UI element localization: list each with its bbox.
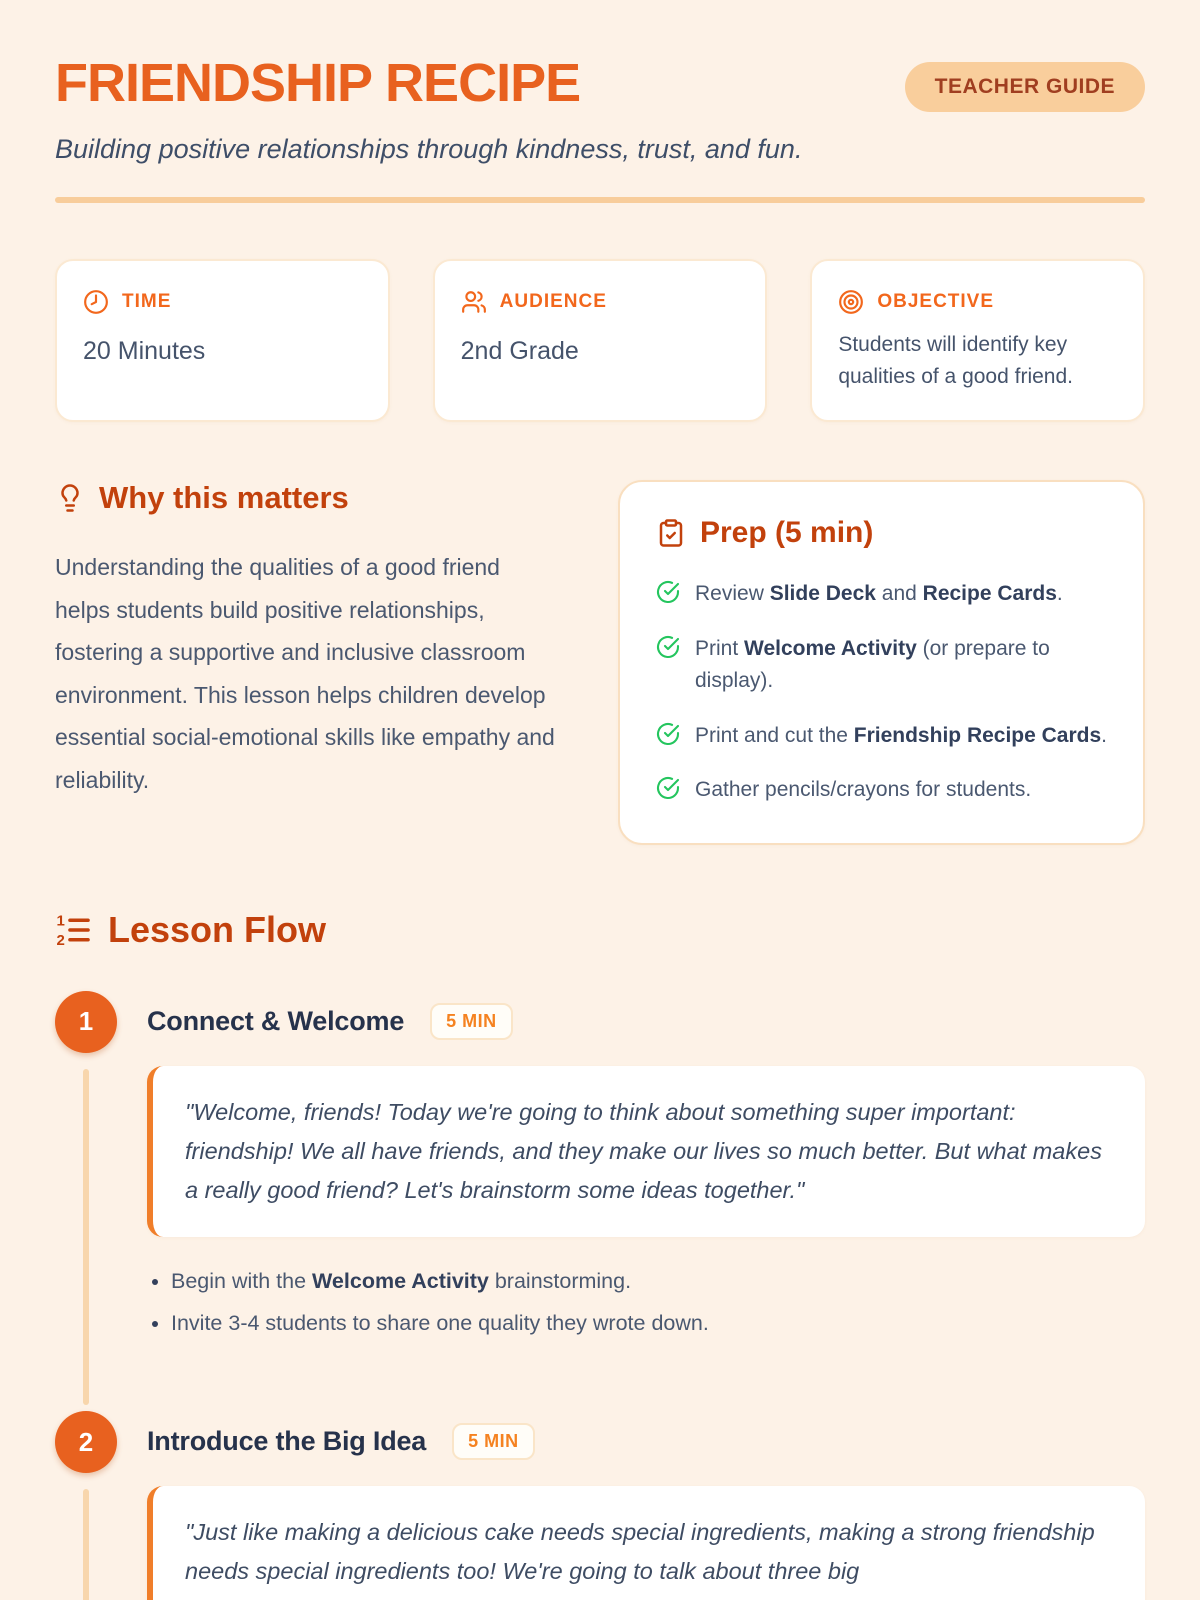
- info-card-objective-header: [838, 289, 1117, 315]
- step-1-script-quote: "Welcome, friends! Today we're going to think about something super important: friendship! We all have friends, and they make our lives so much better. But what makes a really good friend? Let's brainstorm some ideas together.": [147, 1066, 1145, 1237]
- info-card-time-value: 20 Minutes: [83, 337, 206, 365]
- prep-item-text: Gather pencils/crayons for students.: [695, 778, 1032, 802]
- info-card-row: [55, 259, 1145, 422]
- step-1-title: Connect & Welcome: [147, 1005, 405, 1036]
- svg-text:2: 2: [56, 931, 65, 948]
- info-card-time-label: TIME: [122, 291, 172, 312]
- prep-item-text: Print Welcome Activity (or prepare to display).: [695, 636, 1050, 693]
- step-2-script-quote: "Just like making a delicious cake needs special ingredients, making a strong friendship needs special ingredients too! We're going to talk about three big: [147, 1486, 1145, 1600]
- info-card-objective-value: Students will identify key qualities of a good friend.: [838, 333, 1073, 388]
- step-2-duration-badge: 5 MIN: [452, 1423, 535, 1460]
- lesson-flow-steps: [55, 991, 1145, 1600]
- step-2-number-badge: 2: [55, 1411, 117, 1473]
- teacher-guide-badge: TEACHER GUIDE: [905, 62, 1145, 112]
- step-1-number-badge: 1: [55, 991, 117, 1053]
- prep-item: [656, 774, 1109, 807]
- timeline-connector: [83, 1069, 89, 1406]
- lesson-step-1: [55, 991, 1145, 1412]
- check-circle-icon: [656, 776, 680, 807]
- bullet-item: • Invite 3-4 students to share one quality they wrote down.: [171, 1307, 1145, 1339]
- info-card-objective: [810, 259, 1145, 422]
- step-2-header: [147, 1423, 1145, 1460]
- page-title: FRIENDSHIP RECIPE: [55, 53, 581, 113]
- header: [55, 53, 1145, 113]
- why-and-prep-section: [55, 480, 1145, 845]
- step-1-bullet-list: [147, 1265, 1145, 1340]
- info-card-time-header: [83, 289, 362, 315]
- prep-title: Prep (5 min): [700, 516, 874, 549]
- info-card-audience-label: AUDIENCE: [499, 291, 607, 312]
- users-icon: [461, 289, 487, 315]
- check-circle-icon: [656, 580, 680, 611]
- bullet-item: • Begin with the Welcome Activity brainstorming.: [171, 1265, 1145, 1297]
- info-card-time: [55, 259, 390, 422]
- info-card-audience-value: 2nd Grade: [460, 337, 579, 365]
- prep-item-text: Review Slide Deck and Recipe Cards.: [695, 582, 1063, 605]
- prep-item: [656, 633, 1109, 698]
- header-divider: [55, 197, 1145, 203]
- timeline-connector: [83, 1489, 89, 1600]
- clock-icon: [83, 289, 109, 315]
- page-subtitle: Building positive relationships through kindness, trust, and fun.: [55, 134, 803, 164]
- prep-header: [656, 516, 1109, 550]
- svg-text:1: 1: [56, 912, 65, 930]
- prep-card: [618, 480, 1145, 845]
- lightbulb-icon: [55, 483, 85, 513]
- prep-item: [656, 720, 1109, 753]
- clipboard-check-icon: [656, 518, 686, 548]
- info-card-audience-header: [461, 289, 740, 315]
- info-card-audience: [433, 259, 768, 422]
- lesson-step-2: [55, 1411, 1145, 1600]
- step-1-header: [147, 1003, 1145, 1040]
- prep-item: [656, 578, 1109, 611]
- step-1-rail: [55, 991, 117, 1412]
- step-2-rail: [55, 1411, 117, 1600]
- why-this-matters-title: Why this matters: [99, 480, 349, 515]
- lesson-flow-header: [55, 909, 1145, 951]
- why-this-matters-section: [55, 480, 560, 801]
- prep-item-text: Print and cut the Friendship Recipe Cards.: [695, 723, 1108, 747]
- prep-checklist: [656, 578, 1109, 807]
- lesson-flow-title: Lesson Flow: [108, 908, 327, 950]
- why-this-matters-header: [55, 480, 560, 516]
- check-circle-icon: [656, 635, 680, 698]
- why-this-matters-body: Understanding the qualities of a good friend helps students build positive relationships, fostering a supportive and inclusive classroom environment. This lesson helps children develop essential social-emotional skills like empathy and reliability.: [55, 554, 555, 793]
- step-2-title: Introduce the Big Idea: [147, 1426, 427, 1457]
- target-icon: [838, 289, 864, 315]
- step-1-body: [147, 991, 1145, 1412]
- info-card-objective-label: OBJECTIVE: [877, 291, 995, 312]
- step-1-duration-badge: 5 MIN: [430, 1003, 513, 1040]
- ordered-list-icon: [55, 912, 91, 948]
- step-2-body: [147, 1411, 1145, 1600]
- check-circle-icon: [656, 722, 680, 753]
